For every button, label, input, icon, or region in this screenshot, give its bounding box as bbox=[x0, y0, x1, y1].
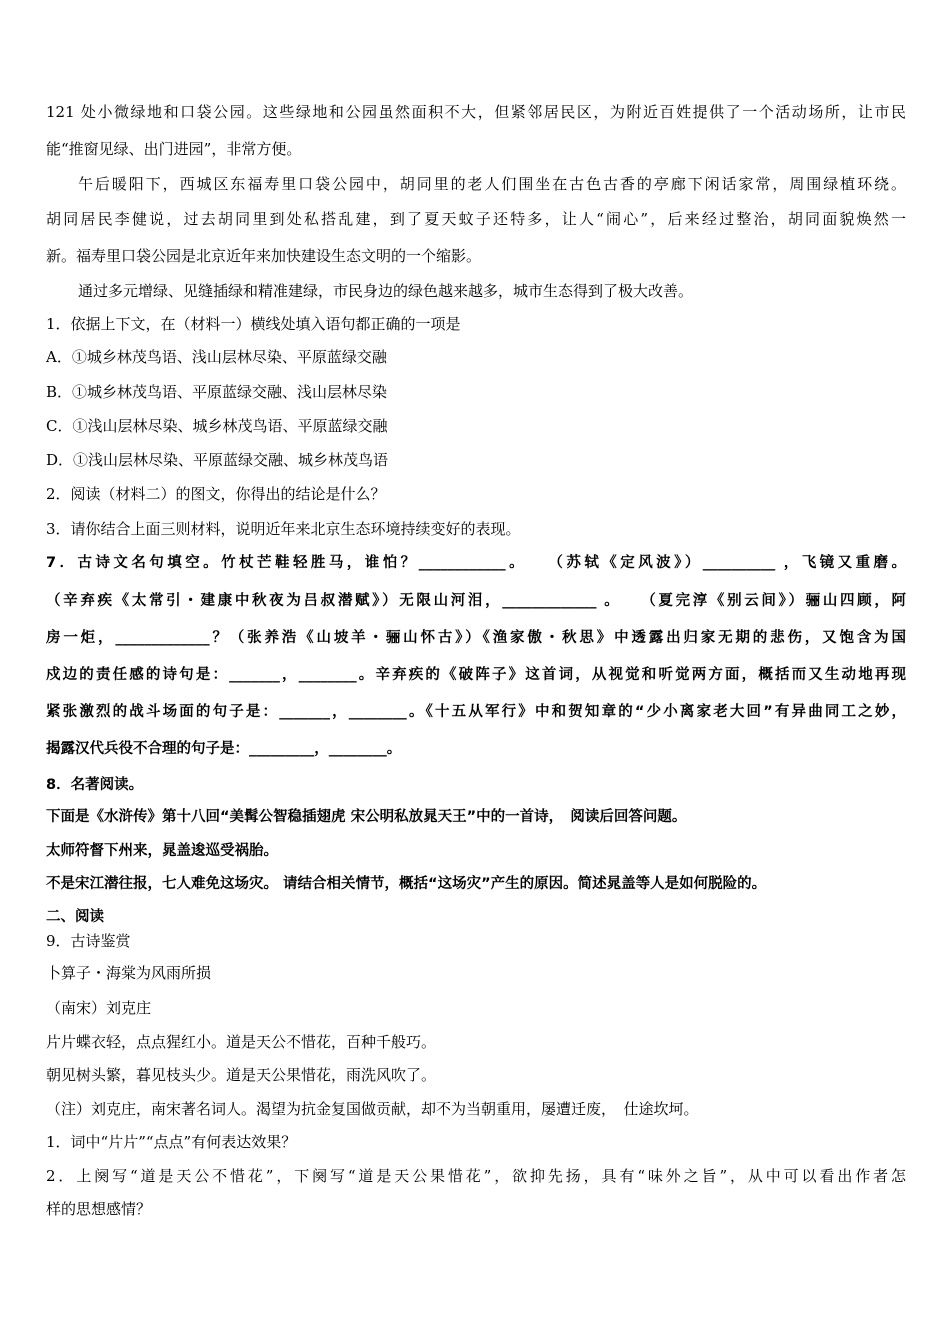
sub-question-1: 1．词中“片片”“点点”有何表达效果？ bbox=[46, 1133, 297, 1151]
passage-line: 能“推窗见绿、出门进园”，非常方便。 bbox=[46, 140, 302, 158]
question-8-title: 8．名著阅读。 bbox=[46, 777, 144, 793]
question-2: 2．阅读（材料二）的图文，你得出的结论是什么？ bbox=[46, 485, 386, 503]
passage-line: 新。福寿里口袋公园是北京近年来加快建设生态文明的一个缩影。 bbox=[46, 247, 482, 265]
passage-line: 胡同居民李健说，过去胡同里到处私搭乱建，到了夏天蚊子还特多，让人“闹心”，后来经过整治，胡同面貌焕然一 bbox=[46, 210, 906, 228]
question-7-line: 7．古诗文名句填空。竹杖芒鞋轻胜马，谁怕？____________。 （苏轼《定风波》）__________ ，飞镜又重磨。 bbox=[46, 555, 906, 571]
passage-line: 121 处小微绿地和口袋公园。这些绿地和公园虽然面积不大，但紧邻居民区，为附近百姓提供了一个活动场所，让市民 bbox=[46, 103, 906, 121]
passage-line: 通过多元增绿、见缝插绿和精准建绿，市民身边的绿色越来越多，城市生态得到了极大改善。 bbox=[78, 282, 694, 300]
sub-question-2-cont: 样的思想感情？ bbox=[46, 1200, 152, 1218]
question-1-stem: 1．依据上下文，在（材料一）横线处填入语句都正确的一项是 bbox=[46, 315, 461, 333]
poem-line: 片片蝶衣轻，点点猩红小。道是天公不惜花，百种千般巧。 bbox=[46, 1033, 437, 1051]
poem-note: （注）刘克庄，南宋著名词人。渴望为抗金复国做贡献，却不为当朝重用，屡遭迁废， 仕途坎坷。 bbox=[46, 1100, 699, 1118]
question-8-poem: 太师符督下州来，晁盖逡巡受祸胎。 bbox=[46, 843, 278, 859]
option-c: C．①浅山层林尽染、城乡林茂鸟语、平原蓝绿交融 bbox=[46, 417, 388, 435]
poem-author: （南宋）刘克庄 bbox=[46, 999, 152, 1017]
question-8-line: 下面是《水浒传》第十八回“美髯公智稳插翅虎 宋公明私放晁天王”中的一首诗， 阅读后回答问题。 bbox=[46, 809, 687, 825]
option-b: B．①城乡林茂鸟语、平原蓝绿交融、浅山层林尽染 bbox=[46, 383, 388, 401]
sub-question-2: 2．上阕写“道是天公不惜花”，下阕写“道是天公果惜花”，欲抑先扬，具有“味外之旨”，从中可以看出作者怎 bbox=[46, 1167, 906, 1185]
section-heading: 二、阅读 bbox=[46, 909, 104, 925]
question-8-line: 不是宋江潜往报，七人难免这场灾。 请结合相关情节，概括“这场灾”产生的原因。简述晁盖等人是如何脱险的。 bbox=[46, 876, 767, 892]
option-a: A．①城乡林茂鸟语、浅山层林尽染、平原蓝绿交融 bbox=[46, 348, 387, 366]
poem-title: 卜算子・海棠为风雨所损 bbox=[46, 964, 212, 982]
question-7-line: （辛弃疾《太常引・建康中秋夜为吕叔潜赋》）无限山河泪，_____________ 。 （夏完淳《别云间》）骊山四顾，阿 bbox=[46, 593, 906, 609]
poem-line: 朝见树头繁，暮见枝头少。道是天公果惜花，雨洗风吹了。 bbox=[46, 1066, 437, 1084]
question-7-line: 揭露汉代兵役不合理的句子是：_________，________。 bbox=[46, 741, 402, 757]
question-7-line: 紧张激烈的战斗场面的句子是：_______，________。《十五从军行》中和贺知章的“少小离家老大回”有异曲同工之妙， bbox=[46, 704, 906, 720]
question-7-line: 戍边的责任感的诗句是：_______，________。辛弃疾的《破阵子》这首词，从视觉和听觉两方面，概括而又生动地再现 bbox=[46, 667, 906, 683]
question-9-title: 9．古诗鉴赏 bbox=[46, 932, 131, 950]
question-3: 3．请你结合上面三则材料，说明近年来北京生态环境持续变好的表现。 bbox=[46, 520, 521, 538]
question-7-line: 房一炬，_____________？（张养浩《山坡羊・骊山怀古》）《渔家傲・秋思》中透露出归家无期的悲伤，又饱含为国 bbox=[46, 630, 906, 646]
passage-line: 午后暖阳下，西城区东福寿里口袋公园中，胡同里的老人们围坐在古色古香的亭廊下闲话家常，周围绿植环绕。 bbox=[78, 175, 906, 193]
option-d: D．①浅山层林尽染、平原蓝绿交融、城乡林茂鸟语 bbox=[46, 451, 389, 469]
